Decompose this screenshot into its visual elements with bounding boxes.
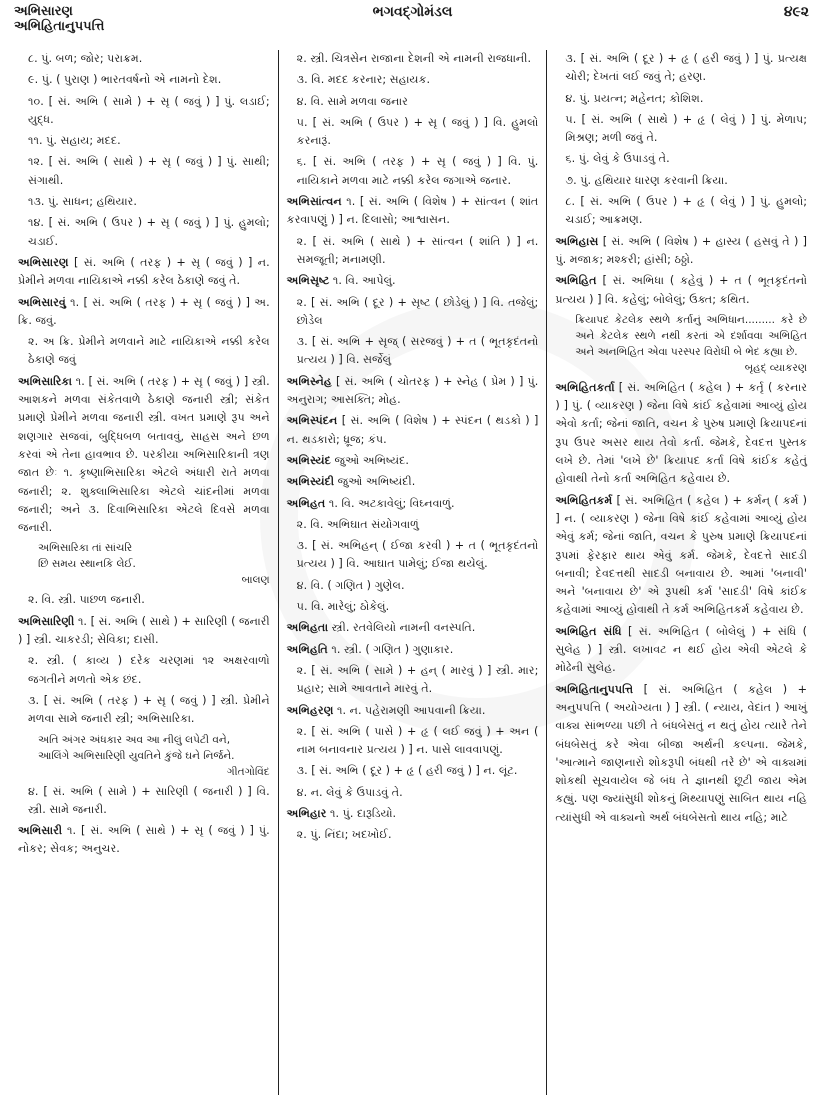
definition: ૧. વિ. આપેલું. <box>332 274 396 288</box>
dictionary-entry <box>287 452 539 470</box>
definition: ૧. ન. પહેરામણી આપવાની ક્રિયા. <box>337 703 486 717</box>
definition: ૧. સ્ત્રી. ( ગણિત ) ગુણાકાર. <box>331 642 454 656</box>
page-number: ૪૯૨ <box>783 4 809 20</box>
sense-definition: ૫. [ સં. અભિ ( ઉપર ) + સૃ ( જવું ) ] વિ. હુમલો કરનારૂં. <box>296 115 539 148</box>
definition: [ સં. અભિ ( વિશેષ ) + હાસ્ય ( હસવું તે ) ] પું. મજાક; મશ્કરી; હાંસી; ઠઠ્ઠો. <box>555 234 808 266</box>
sense-definition: ૩. [ સં. અભિ ( દૂર ) + હૃ ( હરી જવું ) ] ન. લૂંટ. <box>296 764 518 778</box>
headword: અભિહરણ <box>286 703 334 717</box>
quote-line: આલિંગે અભિસારિણી યુવતિને કુંજે ઘને નિર્જને. <box>38 749 235 762</box>
definition: ૧. [ સં. અભિ ( વિશેષ ) + સાંત્વન ( શાંત કરવાપણું ) ] ન. દિલાસો; આશ્વાસન. <box>286 195 539 227</box>
dictionary-entry <box>555 623 807 678</box>
sense-definition: ૨. [ સં. અભિ ( સાથે ) + સાંત્વન ( શાંતિ ) ] ન. સમજૂતી; મનામણી. <box>296 234 539 266</box>
sense-definition: ૨. સ્ત્રી. ચિત્રસેન રાજાના દેશની એ નામની રાજધાની. <box>296 52 532 65</box>
sense-definition: ૩. [ સં. અભિ ( દૂર ) + હૃ ( હરી જવું ) ] પું. પ્રત્યક્ષ ચોરી; દેખતાં લઈ જવું તે; હરણ. <box>565 52 808 84</box>
sense-definition: ૩. વિ. મદદ કરનાર; સહાયક. <box>296 73 431 87</box>
sense-definition: ૨. વિ. અભિઘાત સંયોગવાળું <box>296 517 419 531</box>
quote-line: છિ સમય સ્થાનકિ લેઈ. <box>38 558 136 571</box>
sense-definition: ૨. [ સં. અભિ ( પાસે ) + હૃ ( લઈ જવું ) + અન ( નામ બનાવનાર પ્રત્યય ) ] ન. પાસે લાવવાપણું. <box>296 724 539 757</box>
sense-definition: ૨. [ સં. અભિ ( સામે ) + હન્ ( મારવું ) ] સ્ત્રી. માર; પ્રહાર; સામે આવતાને મારવું તે. <box>296 663 539 696</box>
sense-definition: ૩. [ સં. અભિહન્ ( ઈજા કરવી ) + ત ( ભૂતકૃદંતનો પ્રત્યય ) ] વિ. આઘાત પામેલું; ઈજા થયેલું. <box>296 539 539 571</box>
dictionary-entry <box>555 233 807 270</box>
headword: અભિહિતકર્મ <box>555 493 613 507</box>
headword: અભિહતિ <box>286 642 328 656</box>
headword: અભિસારણ <box>18 255 69 269</box>
sense-definition: ૯. પું. ( પુરાણ ) ભારતવર્ષનો એ નામનો દેશ. <box>28 73 222 87</box>
sense-definition: ૧૪. [ સં. અભિ ( ઉપર ) + સૃ ( જવું ) ] પું. હુમલો; ચડાઈ. <box>28 216 270 248</box>
page-header <box>0 0 825 48</box>
headword: અભિસૃષ્ટ <box>286 274 330 288</box>
dictionary-entry <box>555 379 807 489</box>
definition: ૧. [ સં. અભિ ( સાથે ) + સારિણી ( જનારી ) ] સ્ત્રી. ચાકરડી; સેવિકા; દાસી. <box>18 614 270 647</box>
sense-definition: ૪. વિ. સામે મળવા જનાર <box>296 94 408 108</box>
definition: ૧. પું. દારૂડિયો. <box>330 806 397 820</box>
definition: ૧. [ સં. અભિ ( સાથે ) + સૃ ( જવું ) ] પું. નોકર; સેવક; અનુચર. <box>18 824 270 856</box>
dictionary-entry <box>18 254 270 291</box>
definition: [ સં. અભિધા ( કહેવું ) + ત ( ભૂતકૃદંતનો પ્રત્યય ) ] વિ. કહેલું; બોલેલું; ઉક્ત; કથિત. <box>555 274 808 306</box>
dictionary-entry <box>287 473 539 491</box>
quote-line: અભિસારિકા તાં સાંચરિ <box>38 542 133 555</box>
dictionary-entry <box>287 412 539 449</box>
definition: [ સં. અભિહિત ( કહેલ ) + કર્મન્ ( કર્મ ) ] ન. ( વ્યાકરણ ) જેના વિષે કાંઈ કહેવામાં આવ્યું હોય એવું કર્મ; જેનાં જાતિ, વચન કે પુરુષ પ્રમાણે ક્રિયાપદનાં રૂપમાં ફેરફાર થાય એવું કર્મ. જેમકે, દેવદત્તે સાદડી બનાવી; દેવદત્તથી સાદડી બનાવાય છે. આમાં 'બનાવી' અને 'બનાવાય છે' એ રૂપથી કર્મ 'સાદડી' વિષે કાંઈક કહેવામાં આવ્યું હોવાથી તે કર્મ અભિહિતકર્મ કહેવાય છે. <box>555 493 808 617</box>
dictionary-entry <box>555 492 807 620</box>
sense-definition: ૪. ન. લેવું કે ઉપાડવું તે. <box>296 785 403 799</box>
headword: અભિહિતાનુપપત્તિ <box>555 682 634 696</box>
headword: અભિહાર <box>286 806 327 820</box>
dictionary-entry <box>287 805 539 823</box>
quote-source: બૃહદ્ વ્યાકરણ <box>744 361 808 374</box>
sense-definition: ૧૨. [ સં. અભિ ( સાથે ) + સૃ ( જવું ) ] પું. સાથી; સંગાથી. <box>28 155 270 187</box>
headword: અભિસારવું <box>18 295 66 309</box>
sense-definition: ૧૩. પું. સાધન; હથિયાર. <box>28 195 137 209</box>
dictionary-entry <box>287 272 539 290</box>
dictionary-entry <box>287 373 539 410</box>
sense-definition: ૫. વિ. મારેલું; ઠોકેલું. <box>296 600 390 614</box>
sense-definition: ૧૧. પું. સહાય; મદદ. <box>28 134 121 148</box>
book-title: ભગવદ્ગોમંડલ <box>372 4 453 20</box>
dictionary-entry <box>287 702 539 720</box>
dictionary-entry <box>18 613 270 650</box>
sense-definition: ૭. પું. હથિયાર ધારણ કરવાની ક્રિયા. <box>565 173 728 187</box>
headword: અભિસારિણી <box>18 614 75 628</box>
headword: અભિસ્નેહ <box>286 374 332 388</box>
sense-definition: ૧૦. [ સં. અભિ ( સામે ) + સૃ ( જવું ) ] પું. લડાઈ; યુદ્ધ. <box>28 94 270 126</box>
guide-word-last: અભિહિતાનુપપત્તિ <box>14 19 105 34</box>
dictionary-entry <box>287 193 539 230</box>
dictionary-entry <box>555 681 807 827</box>
quote-line: ક્રિયાપદ કેટલેક સ્થળે કર્તાનું અભિધાન......... કરે છે અને કેટલેક સ્થળે નથી કરતાં એ દર્શાવવા અભિહિત અને અનભિહિત એવા પરસ્પર વિરોધી બે ભેદ કહ્યા છે. <box>575 313 808 358</box>
sense-definition: ૮. [ સં. અભિ ( ઉપર ) + હૃ ( લેવું ) ] પું. હુમલો; ચડાઈ; આક્રમણ. <box>565 195 808 227</box>
definition: સ્ત્રી. રતવેલિયો નામની વનસ્પતિ. <box>331 621 476 635</box>
sense-definition: ૬. પું. લેવું કે ઉપાડવું તે. <box>565 152 670 166</box>
headword: અભિહત <box>286 496 326 510</box>
dictionary-entry <box>287 619 539 637</box>
sense-definition: ૨. સ્ત્રી. ( કાવ્ય ) દરેક ચરણમાં ૧૨ અક્ષરવાળો જગતીને મળતો એક છંદ. <box>28 654 270 686</box>
definition: ૧. [ સં. અભિ ( તરફ ) + સૃ ( જવું ) ] સ્ત્રી. આશકને મળવા સંકેતવાળે ઠેકાણે જનારી સ્ત્રી; સંકેત પ્રમાણે પ્રેમીને મળવા જનારી સ્ત્રી. વખત પ્રમાણે રૂપ અને શણગાર સજવાં, બુદ્ધિબળ બતાવવું, સાહસ અને છળ કરવાં એ તેના હાવભાવ છે. પરકીયા અભિસારિકાની ત્રણ જાત છેઃ ૧. કૃષ્ણાભિસારિકા એટલે અંધારી રાતે મળવા જનારી; ૨. શુક્લાભિસારિકા એટલે ચાંદનીમાં મળવા જનારી; અને ૩. દિવાભિસારિકા એટલે દિવસે મળવા જનારી. <box>18 374 270 535</box>
sense-definition: ૨. વિ. સ્ત્રી. પાછળ જનારી. <box>28 593 145 607</box>
definition: [ સં. અભિહિત ( કહેલ ) + કર્તૃ ( કરનાર ) ] પું. ( વ્યાકરણ ) જેના વિષે કાંઈ કહેવામાં આવ્યું હોય એવો કર્તા; જેનાં જાતિ, વચન કે પુરુષ પ્રમાણે ક્રિયાપદનાં રૂપ ઉપર અસર થાય તેવો કર્તા. જેમકે, દેવદત્ત પુસ્તક લખે છે. તેમાં 'લખે છે' ક્રિયાપદ કર્તા વિષે કાંઈક કહેતું હોવાથી તેનો કર્તા અભિહિત કહેવાય છે. <box>555 380 808 486</box>
dictionary-entry <box>287 641 539 659</box>
sense-definition: ૮. પું. બળ; જોર; પરાક્રમ. <box>28 52 143 65</box>
headword: અભિહતા <box>286 621 329 635</box>
dictionary-entry <box>18 822 270 859</box>
sense-definition: ૪. વિ. ( ગણિત ) ગુણેલ. <box>296 578 405 592</box>
citation-quote <box>555 312 807 376</box>
sense-definition: ૨. અ ક્રિ. પ્રેમીને મળવાને માટે નાયિકાએ નક્કી કરેલ ઠેકાણે જવું <box>28 335 270 367</box>
guide-word-first: અભિસારણ <box>14 4 73 19</box>
headword: અભિસારિકા <box>18 374 73 388</box>
headword: અભિસાંત્વન <box>286 195 342 209</box>
headword: અભિસ્યંદ <box>286 453 331 467</box>
definition: જુઓ અભિષ્યંદી. <box>337 475 416 489</box>
dictionary-entry <box>18 373 270 538</box>
quote-line: અતિ અંગર અંધકાર અવ આ નીલું લપેટી વને, <box>38 733 231 746</box>
definition: ૧. [ સં. અભિ ( તરફ ) + સૃ ( જવું ) ] અ. ક્રિ. જવું. <box>18 295 270 327</box>
definition: ૧. વિ. અટકાવેલું; વિઘ્નવાળું. <box>328 496 455 510</box>
column-right <box>546 50 815 1095</box>
definition: [ સં. અભિહિત ( કહેલ ) + અનુપપત્તિ ( અયોગ્યતા ) ] સ્ત્રી. ( ન્યાય, વેદાંત ) આખું વાક્ય સાંભળ્યા પછી તે બંધબેસતું ન થતું હોય ત્યારે તેને બંધબેસતું કરે એવા બીજા અર્થની કલ્પના. જેમકે, 'આત્માને જાણનારો શોકરૂપી બંધથી તરે છે' એ વાક્યમાં શોકથી સૂચવાયેલ જે બંધ તે જ્ઞાનથી છૂટી જાય એમ કહ્યું. પણ જ્યાંસુધી શોકનું મિથ્યાપણું સાબિત થાય નહિ ત્યાંસુધી એ વાક્યનો અર્થ બંધબેસતો થાય નહિ; માટે <box>555 682 808 824</box>
dictionary-columns <box>10 50 815 1095</box>
sense-definition: ૨. [ સં. અભિ ( દૂર ) + સૃષ્ટ ( છોડેલું ) ] વિ. તજેલું; છોડેલ <box>296 295 539 327</box>
definition: [ સં. અભિહિત ( બોલેલું ) + સંધિ ( સુલેહ ) ] સ્ત્રી. લખાવટ ન થઈ હોય એવી એટલે કે મોઢેની સુલેહ. <box>555 624 808 675</box>
citation-quote <box>18 540 270 588</box>
headword: અભિસારી <box>18 824 63 838</box>
quote-source: બાલણ <box>241 574 270 587</box>
quote-source: ગીતગોવિંદ <box>226 765 270 778</box>
column-left <box>10 50 278 1095</box>
sense-definition: ૩. [ સં. અભિ ( તરફ ) + સૃ ( જવું ) ] સ્ત્રી. પ્રેમીને મળવા સામે જનારી સ્ત્રી; અભિસારિકા. <box>28 693 270 726</box>
dictionary-entry <box>287 495 539 513</box>
headword: અભિહિતકર્તા <box>555 380 615 394</box>
citation-quote <box>18 732 270 780</box>
headword: અભિહિત સંધિ <box>555 624 622 638</box>
definition: [ સં. અભિ ( તરફ ) + સૃ ( જવું ) ] ન. પ્રેમીને મળવા નાયિકાએ નક્કી કરેલ ઠેકાણે જવું તે. <box>18 255 270 288</box>
sense-definition: ૪. પું. પ્રયત્ન; મહેનત; કોશિશ. <box>565 91 704 105</box>
sense-definition: ૬. [ સં. અભિ ( તરફ ) + સૃ ( જવું ) ] વિ. પું. નાયિકાને મળવા માટે નક્કી કરેલ જગાએ જનાર. <box>296 155 539 187</box>
definition: [ સં. અભિ ( ચોતરફ ) + સ્નેહ ( પ્રેમ ) ] પું. અનુરાગ; આસક્તિ; મોહ. <box>286 374 539 407</box>
headword: અભિહિત <box>555 274 597 288</box>
headword: અભિસ્પંદન <box>286 414 338 428</box>
definition: જુઓ અભિષ્યંદ. <box>334 453 409 467</box>
column-middle <box>278 50 547 1095</box>
dictionary-entry <box>18 294 270 331</box>
headword: અભિસ્યંદી <box>286 475 335 489</box>
sense-definition: ૨. પું. નિંદા; ખદખોઈ. <box>296 828 392 842</box>
definition: [ સં. અભિ ( વિશેષ ) + સ્પંદન ( થડકો ) ] ન. થડકારો; ધ્રૂજ; કંપ. <box>286 414 539 446</box>
sense-definition: ૫. [ સં. અભિ ( સાથે ) + હૃ ( લેવું ) ] પું. મેળાપ; મિશ્રણ; મળી જવું તે. <box>565 112 808 145</box>
sense-definition: ૩. [ સં. અભિ + સૃજ્ ( સરજવું ) + ત ( ભૂતકૃદંતનો પ્રત્યય ) ] વિ. સર્જેલું <box>296 335 539 367</box>
headword: અભિહાસ <box>555 234 599 248</box>
sense-definition: ૪. [ સં. અભિ ( સામે ) + સારિણી ( જનારી ) ] વિ. સ્ત્રી. સામે જનારી. <box>28 784 270 816</box>
dictionary-entry <box>555 272 807 309</box>
